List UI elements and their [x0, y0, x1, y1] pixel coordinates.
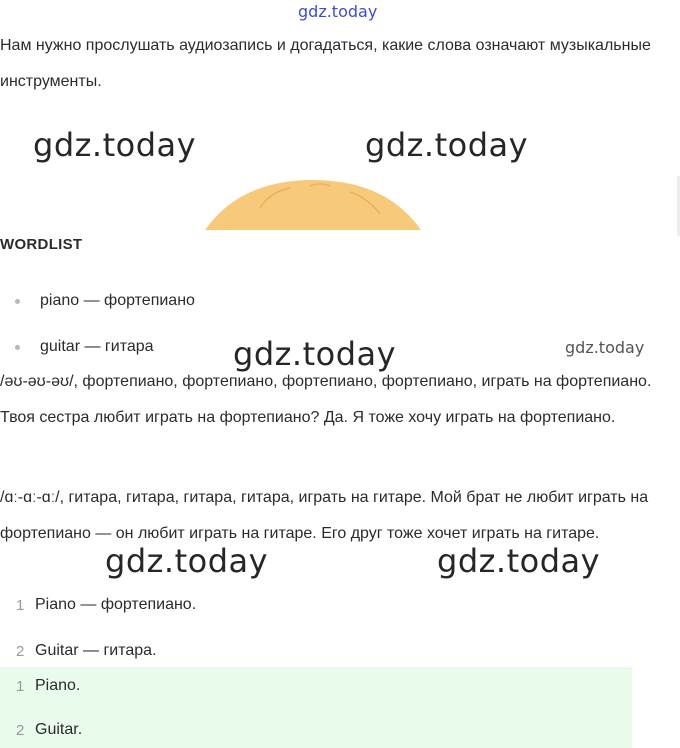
bullet-dot — [15, 345, 20, 350]
watermark: gdz.today — [437, 542, 601, 580]
answer-number: 2 — [16, 722, 25, 739]
watermark: gdz.today — [33, 126, 197, 164]
list-item: Guitar — гитара. — [35, 642, 157, 659]
transcript-guitar: /ɑː-ɑː-ɑː/, гитара, гитара, гитара, гитара, играть на гитаре. Мой брат не любит играть на фортепиано — он любит играть на гитаре. Его друг тоже хочет играть на гитаре. — [0, 489, 649, 542]
list-number: 1 — [16, 597, 25, 614]
wordlist-heading: WORDLIST — [0, 236, 83, 253]
answer-box — [0, 667, 632, 748]
list-number: 2 — [16, 643, 25, 660]
watermark: gdz.today — [105, 542, 269, 580]
wordlist-item: piano — фортепиано — [40, 292, 195, 309]
watermark-top: gdz.today — [298, 2, 378, 21]
watermark: gdz.today — [365, 126, 529, 164]
bullet-dot — [15, 299, 20, 304]
intro-text: Нам нужно прослушать аудиозапись и догадаться, какие слова означают музыкальные инструменты. — [0, 37, 651, 90]
answer-item: Guitar. — [35, 721, 83, 738]
answer-item: Piano. — [35, 677, 81, 694]
list-item: Piano — фортепиано. — [35, 596, 197, 613]
watermark: gdz.today — [565, 338, 645, 357]
answer-number: 1 — [16, 678, 25, 695]
transcript-piano: /əʊ-əʊ-əʊ/, фортепиано, фортепиано, фортепиано, фортепиано, играть на фортепиано. Твоя сестра любит играть на фортепиано? Да. Я тоже хочу играть на фортепиано. — [0, 373, 652, 426]
watermark: gdz.today — [233, 335, 397, 373]
illustration-dome — [200, 178, 426, 232]
wordlist-item: guitar — гитара — [40, 338, 154, 355]
